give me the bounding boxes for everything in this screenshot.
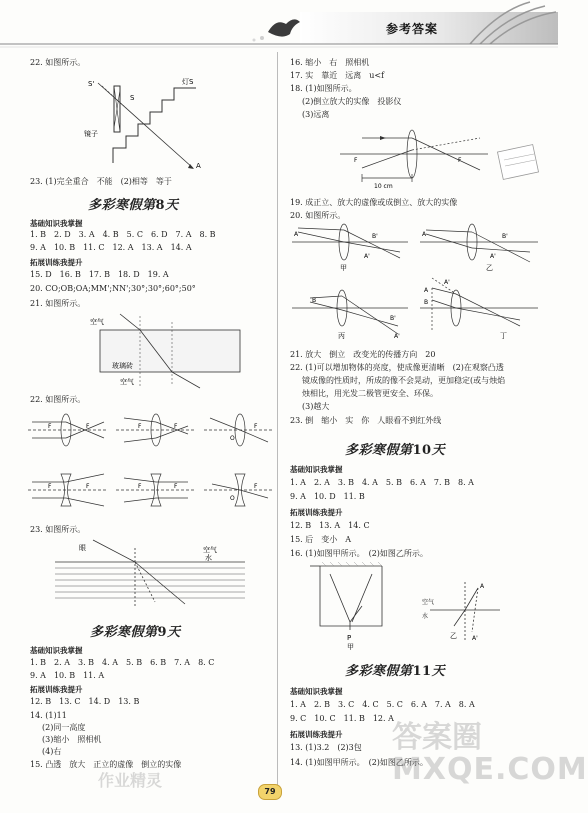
svg-text:B': B' [372,233,378,240]
watermark-site: MXQE.COM [392,752,588,787]
label-q16-water: 水 [422,613,429,620]
label-q16-air: 空气 [422,599,435,606]
q18-lens-diagram [340,124,490,192]
day11-basic-answers-2: 9. C 10. C 11. B 12. A [290,714,394,723]
day10-q16: 16. (1)如图甲所示。 (2)如图乙所示。 [290,549,428,558]
label-ding: 丁 [500,332,507,340]
day10-ext-answers: 12. B 13. A 14. C [290,521,370,530]
day8-basic-header: 基础知识我掌握 [30,219,83,228]
day10-title: 多彩寒假第10天 [345,443,446,458]
day11-ext-answers: 13. (1)3.2 (2)3包 [290,743,362,752]
day8-basic-answers: 1. B 2. D 3. A 4. B 5. C 6. D 7. A 8. B [30,230,216,239]
svg-text:F: F [254,423,258,430]
label-eye: 眼 [79,544,86,552]
day10-basic-header: 基础知识我掌握 [290,465,343,474]
day11-q14: 14. (1)如图甲所示。 (2)如图乙所示。 [290,758,428,767]
day9-q14-line-1: 14. (1)11 [30,711,67,720]
header-decoration [0,0,558,58]
svg-text:A': A' [364,253,370,260]
svg-text:A: A [424,287,429,294]
q23-water-diagram [55,536,255,608]
label-s: S [130,94,135,102]
day9-q14-line-4: (4)右 [42,747,62,756]
svg-text:F: F [48,423,52,430]
day9-basic-answers-2: 9. A 10. B 11. A [30,671,105,680]
label-jia: 甲 [340,264,347,272]
label-q18-f-left: F [354,157,358,164]
right-q19: 19. 成正立、放大的虚像或成倒立、放大的实像 [290,198,458,207]
right-q21: 21. 放大 倒立 改变光的传播方向 20 [290,350,436,359]
svg-text:A': A' [490,253,496,260]
day8-basic-answers-2: 9. A 10. B 11. C 12. A 13. A 14. A [30,243,192,252]
day8-q23: 23. 如图所示。 [30,525,86,534]
day9-ext-answers: 12. B 13. C 14. D 13. B [30,697,140,706]
day9-basic-answers: 1. B 2. A 3. B 4. A 5. B 6. B 7. A 8. C [30,658,215,667]
svg-text:F: F [48,483,52,490]
day8-ext-header: 拓展训练我提升 [30,258,83,267]
svg-text:A: A [422,231,427,238]
svg-text:B: B [312,297,317,304]
svg-text:F: F [254,483,258,490]
day11-basic-header: 基础知识我掌握 [290,687,343,696]
label-air-q23: 空气 [203,546,217,554]
day8-ext-answers: 15. D 16. B 17. B 18. D 19. A [30,270,169,279]
day9-basic-header: 基础知识我掌握 [30,646,83,655]
svg-text:F: F [86,483,90,490]
label-q18-10cm: 10 cm [374,183,393,190]
label-mirror: 镜子 [84,130,98,138]
day10-basic-answers-2: 9. A 10. D 11. B [290,492,365,501]
svg-text:F: F [138,483,142,490]
svg-text:F: F [138,423,142,430]
day9-ext-header: 拓展训练我提升 [30,685,83,694]
svg-text:F: F [174,483,178,490]
right-q23: 23. 倒 缩小 实 你 人眼看不到红外线 [290,416,442,425]
right-q22-line-2: 镜成像的性质时，所成的像不会晃动，更加稳定(或与烛焰 [302,376,506,385]
day9-q15: 15. 凸透 放大 正立的虚像 倒立的实像 [30,760,182,769]
day10-ext-header: 拓展训练我提升 [290,508,343,517]
label-q18-f-right: F [458,157,462,164]
svg-text:A': A' [444,279,450,286]
q22-intro: 22. 如图所示。 [30,58,86,67]
page-header [0,0,558,58]
label-yi: 乙 [486,264,493,272]
svg-text:F: F [174,423,178,430]
right-line-18: 18. (1)如图所示。 [290,84,357,93]
day8-title: 多彩寒假第8天 [88,198,179,213]
day8-q22: 22. 如图所示。 [30,395,86,404]
watermark-small: 作业精灵 [98,771,163,790]
label-bing: 丙 [338,332,345,340]
day10-q15: 15. 后 变小 A [290,535,352,544]
q16-diagrams [300,562,540,650]
right-line-17: 17. 实 靠近 远离 u<f [290,71,385,80]
day9-title: 多彩寒假第9天 [90,625,181,640]
q21-glass-diagram [80,312,250,390]
day11-basic-answers: 1. A 2. B 3. C 4. C 5. C 6. A 7. A 8. A [290,700,475,709]
label-s-prime: S' [88,80,95,88]
q22-mirror-diagram [78,68,218,173]
q20-lens-diagrams [290,222,540,344]
day8-q21: 21. 如图所示。 [30,299,86,308]
svg-text:A': A' [394,333,400,340]
label-p: P [347,634,352,642]
label-water-q23: 水 [205,554,212,562]
right-line-16: 16. 缩小 右 照相机 [290,58,370,67]
day9-q14-line-3: (3)缩小 照相机 [42,735,102,744]
day8-q20: 20. CO;OB;OA;MM';NN';30°;30°;60°;50° [30,284,196,293]
day11-title: 多彩寒假第11天 [345,664,446,679]
header-title: 参考答案 [386,22,439,36]
right-q22-line-3: 烛相比，用光发二极管更安全、环保。 [302,389,438,398]
label-air-bottom: 空气 [120,378,134,386]
bird-icon [268,19,300,36]
q22-lens-diagrams [28,408,273,518]
right-line-18-2: (2)倒立放大的实像 投影仪 [302,97,402,106]
day9-q14-line-2: (2)同一高度 [42,723,86,732]
right-q22-line-4: (3)越大 [302,402,330,411]
page-number-badge: 79 [258,784,282,800]
day11-ext-header: 拓展训练我提升 [290,730,343,739]
label-glass: 玻璃砖 [112,362,133,370]
label-air-top: 空气 [90,318,104,326]
right-q20: 20. 如图所示。 [290,211,346,220]
svg-text:F: F [86,423,90,430]
watermark-brand: 答案圈 [392,720,482,755]
label-lamp: 灯S [182,78,194,86]
svg-text:A: A [480,583,485,590]
right-line-18-3: (3)远离 [302,110,330,119]
svg-text:B': B' [390,315,396,322]
label-a: A [196,162,201,170]
day10-basic-answers: 1. A 2. A 3. B 4. A 5. B 6. A 7. B 8. A [290,478,474,487]
label-q16-yi: 乙 [450,632,457,640]
right-q22-line-1: 22. (1)可以增加物体的亮度，使成像更清晰 (2)在观察凸透 [290,363,504,372]
label-q16-jia: 甲 [347,643,354,651]
column-divider [277,52,278,792]
svg-text:B: B [424,299,429,306]
svg-text:O: O [230,495,235,502]
svg-text:A': A' [472,635,478,642]
stamp-decoration-icon [496,142,542,182]
svg-text:B': B' [502,233,508,240]
svg-text:A: A [294,231,299,238]
svg-text:O: O [230,435,235,442]
q23-answer: 23. (1)完全重合 不能 (2)相等 等于 [30,177,172,186]
